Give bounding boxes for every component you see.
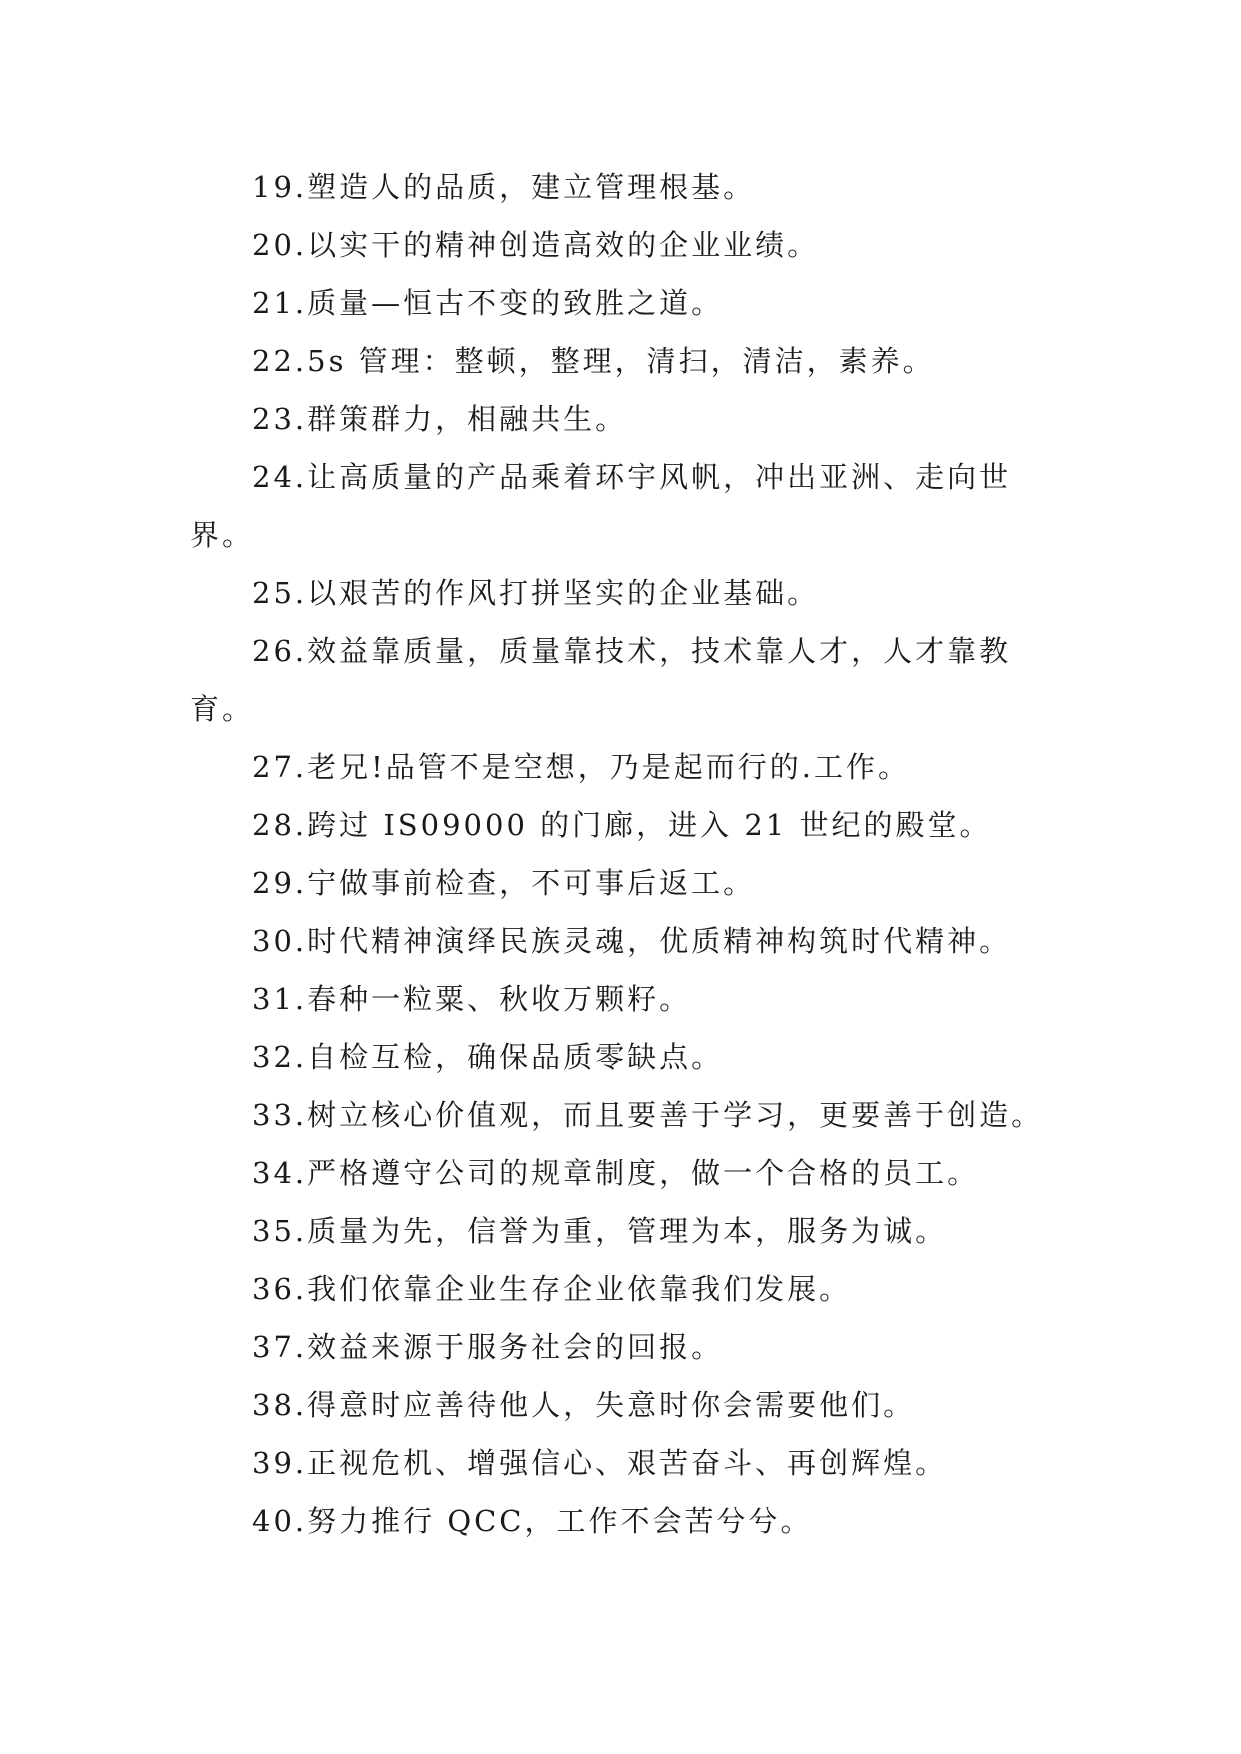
slogan-item: 27.老兄!品管不是空想，乃是起而行的.工作。 xyxy=(252,750,910,784)
slogan-item: 34.严格遵守公司的规章制度，做一个合格的员工。 xyxy=(252,1156,980,1190)
slogan-item: 24.让高质量的产品乘着环宇风帆，冲出亚洲、走向世界。 xyxy=(190,460,1012,552)
slogan-item: 35.质量为先，信誉为重，管理为本，服务为诚。 xyxy=(252,1214,948,1248)
slogan-item: 29.宁做事前检查，不可事后返工。 xyxy=(252,866,756,900)
slogan-item: 39.正视危机、增强信心、艰苦奋斗、再创辉煌。 xyxy=(252,1446,948,1480)
slogan-item: 23.群策群力，相融共生。 xyxy=(252,402,628,436)
slogan-item: 28.跨过 IS09000 的门廊，进入 21 世纪的殿堂。 xyxy=(252,808,992,842)
slogan-item: 40.努力推行 QCC，工作不会苦兮兮。 xyxy=(252,1504,813,1538)
slogan-item: 37.效益来源于服务社会的回报。 xyxy=(252,1330,724,1364)
slogan-item: 31.春种一粒粟、秋收万颗籽。 xyxy=(252,982,692,1016)
slogan-item: 32.自检互检，确保品质零缺点。 xyxy=(252,1040,724,1074)
slogan-item: 30.时代精神演绎民族灵魂，优质精神构筑时代精神。 xyxy=(252,924,1012,958)
slogan-item: 26.效益靠质量，质量靠技术，技术靠人才，人才靠教育。 xyxy=(190,634,1012,726)
slogan-item: 22.5s 管理：整顿，整理，清扫，清洁，素养。 xyxy=(252,344,935,378)
slogan-item: 33.树立核心价值观，而且要善于学习，更要善于创造。 xyxy=(252,1098,1044,1132)
slogan-item: 20.以实干的精神创造高效的企业业绩。 xyxy=(252,228,820,262)
slogan-item: 21.质量—恒古不变的致胜之道。 xyxy=(252,286,724,320)
slogan-item: 19.塑造人的品质，建立管理根基。 xyxy=(252,170,756,204)
slogan-list xyxy=(190,158,1070,1550)
slogan-item: 25.以艰苦的作风打拼坚实的企业基础。 xyxy=(252,576,820,610)
slogan-item: 38.得意时应善待他人，失意时你会需要他们。 xyxy=(252,1388,916,1422)
slogan-item: 36.我们依靠企业生存企业依靠我们发展。 xyxy=(252,1272,852,1306)
